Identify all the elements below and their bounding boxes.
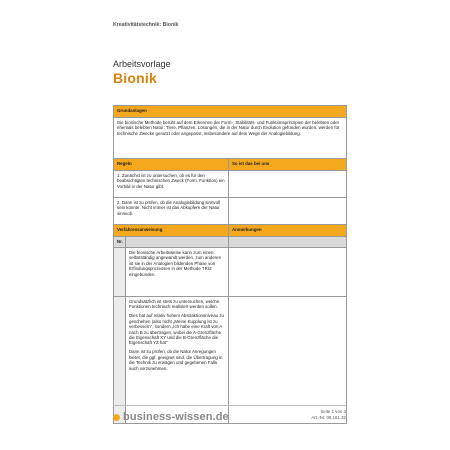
procedure-heading-row xyxy=(114,225,347,237)
rule-note-field[interactable] xyxy=(229,171,347,198)
number-column-heading: Nr. xyxy=(114,237,126,248)
logo-dot-icon xyxy=(113,414,120,421)
procedure-paragraph: Dann ist zu prüfen, ob die Natur Anregungen bietet, die ggf. geeignet sind, die Übertragung in die Technik zu erwägen und gegebenen Falls auch vorzunehmen. xyxy=(129,349,223,371)
procedure-number-row xyxy=(114,237,347,248)
document-title: Bionik xyxy=(113,70,157,86)
page-info: Seite 1 von 3 xyxy=(320,409,346,414)
rules-note-heading: So ist das bei uns xyxy=(229,159,347,171)
footer-meta xyxy=(311,409,346,422)
basics-heading-row xyxy=(114,106,347,118)
rule-note-field[interactable] xyxy=(229,198,347,225)
document-header-label: Kreativitätstechnik: Bionik xyxy=(113,22,179,28)
basics-heading: Grundanlagen xyxy=(114,106,347,118)
logo-text: business-wissen.de xyxy=(123,411,229,423)
rule-text: 2. Dann ist zu prüfen, ob die Analogiebildung sinnvoll sein könnte. Nicht immer ist das Abkupfern der Natur sinnvoll. xyxy=(114,198,229,225)
basics-text: Die bionische Methode beruht auf dem Erkennen der Form-, Stabilitäts- und Funktionsprinzipien der belebten oder ehemals belebten Natur: Tiere, Pflanzen. Lösungen, die in der Natur durch Evolution gefunden wurden, werden für technische Zwecke genutzt oder angepasst, insbesondere auf dem Wege der Analogiebildung. xyxy=(114,118,347,159)
article-number: Art.-Nr. 06.161.32 xyxy=(311,415,346,421)
basics-text-row xyxy=(114,118,347,159)
rule-row xyxy=(114,171,347,198)
procedure-paragraph: Dies hat auf relativ hohem Abstraktionsniveau zu geschehen (also nicht „Meine Kupplung ist zu verbessern", sondern „Ich habe eine Kraft von A nach B zu übertragen, wobei die A-Grenzfläche die Eigenschaft XY und die B-Grenzfläche die Eigenschaft YZ hat" xyxy=(129,313,224,346)
procedure-paragraph: Grundsätzlich ist stets zu untersuchen, welche Funktionen technisch realisiert werden sollen. xyxy=(129,299,220,310)
worksheet-table xyxy=(113,105,347,424)
procedure-text xyxy=(126,248,229,297)
rule-text: 1. Zunächst ist zu untersuchen, ob es für den beabsichtigten technischen Zweck (Form, Funktion) ein Vorbild in der Natur gibt. xyxy=(114,171,229,198)
business-wissen-logo xyxy=(113,411,229,423)
notes-subheading-blank xyxy=(229,237,347,248)
procedure-note-heading: Anmerkungen xyxy=(229,225,347,237)
rules-heading: Regeln xyxy=(114,159,229,171)
procedure-subheading-blank xyxy=(126,237,229,248)
procedure-paragraph: Die bionische Arbeitsweise kann zum einen selbstständig angewandt werden, zum anderen ist sie in der Analogien bildenden Phase von Erfindungsprozessen in der Methode TRIZ eingebunden. xyxy=(129,250,222,277)
procedure-row xyxy=(114,248,347,297)
procedure-number-field[interactable] xyxy=(114,248,126,297)
rules-heading-row xyxy=(114,159,347,171)
document-kicker: Arbeitsvorlage xyxy=(113,59,171,69)
procedure-heading: Verfahrensanweisung xyxy=(114,225,229,237)
footer-divider xyxy=(113,405,346,406)
procedure-note-field[interactable] xyxy=(229,248,347,297)
rule-row xyxy=(114,198,347,225)
